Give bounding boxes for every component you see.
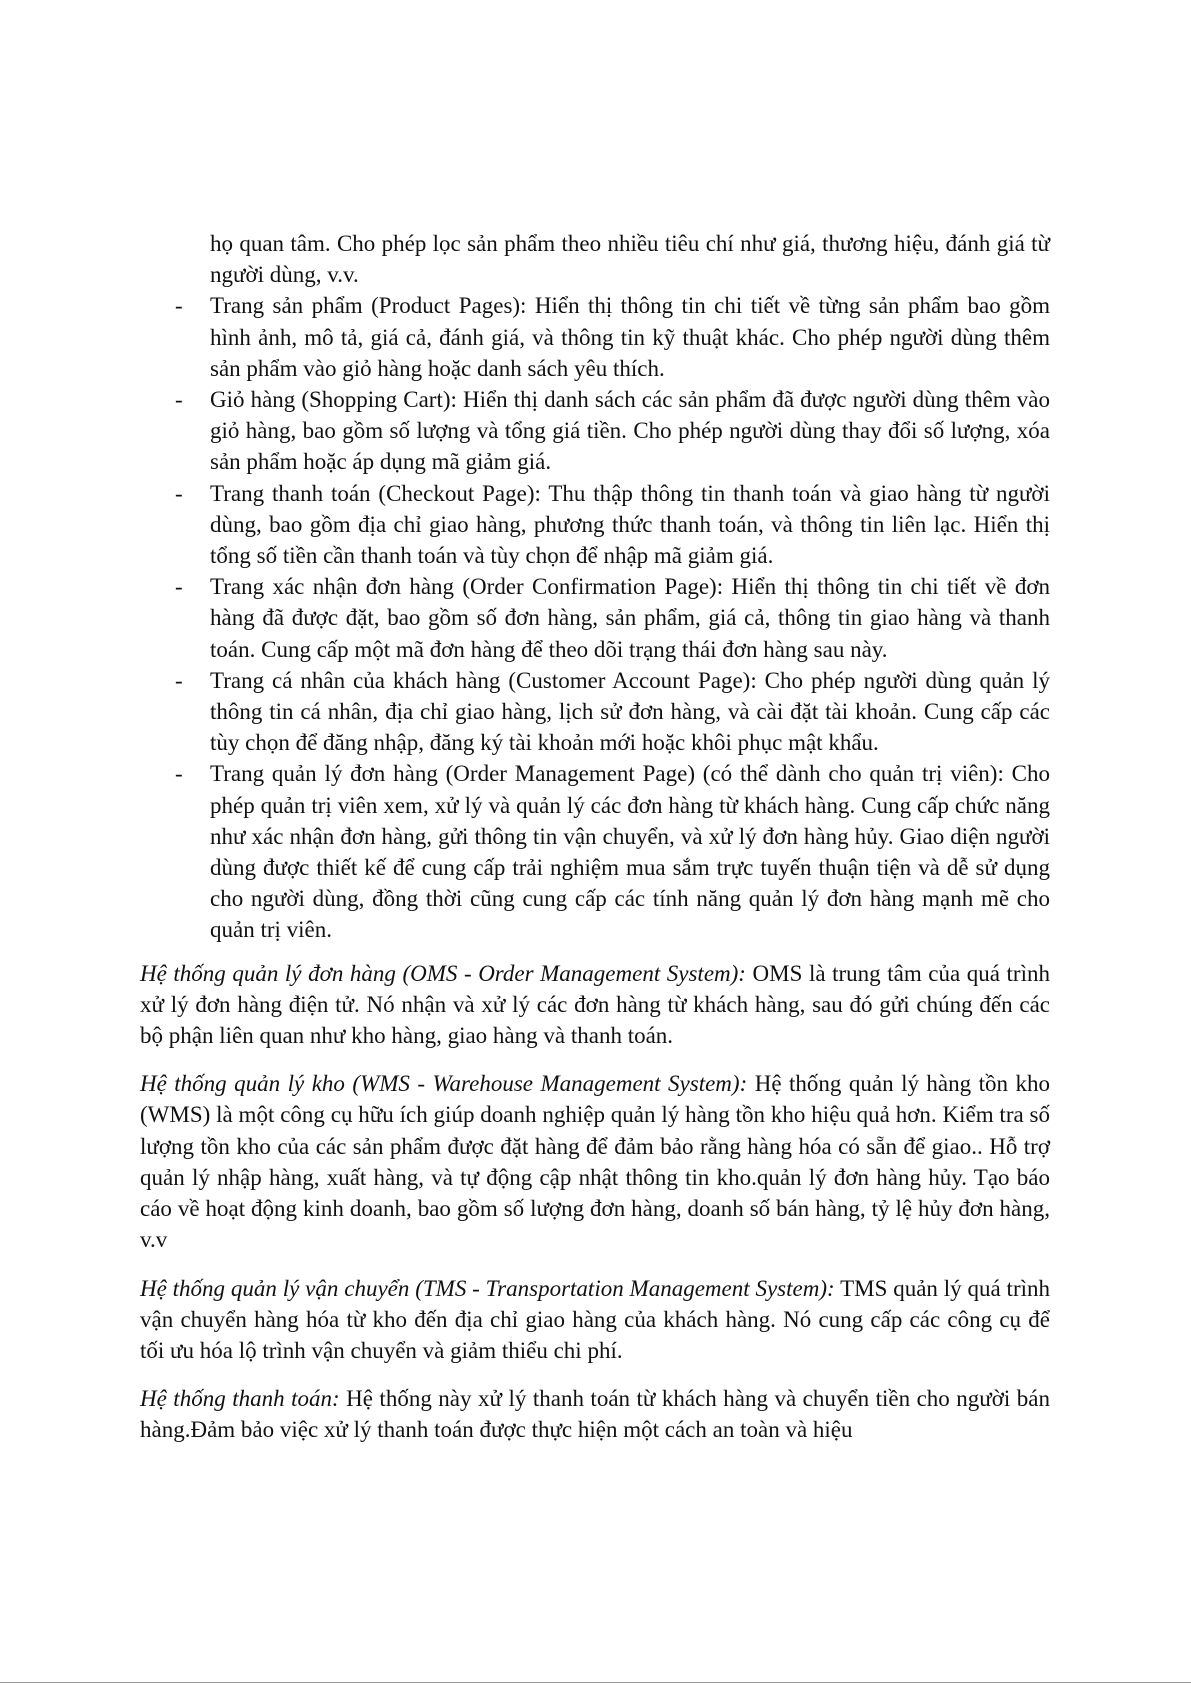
- section-text: TMS quản lý quá trình vận chuyển hàng hóa từ kho đến địa chỉ giao hàng của khách hàng. Nó cung cấp các công cụ để tối ưu hóa lộ trình vận chuyển và giảm thiểu chi phí.: [140, 1275, 1050, 1363]
- list-item-text: Trang cá nhân của khách hàng (Customer Account Page): Cho phép người dùng quản lý thông tin cá nhân, địa chỉ giao hàng, lịch sử đơn hàng, và cài đặt tài khoản. Cung cấp các tùy chọn để đăng nhập, đăng ký tài khoản mới hoặc khôi phục mật khẩu.: [210, 667, 1050, 756]
- page-bottom-rule: [0, 1682, 1191, 1683]
- list-item-text: Trang thanh toán (Checkout Page): Thu thập thông tin thanh toán và giao hàng từ người dùng, bao gồm địa chỉ giao hàng, phương thức thanh toán, và thông tin liên lạc. Hiển thị tổng số tiền cần thanh toán và tùy chọn để nhập mã giảm giá.: [210, 480, 1050, 569]
- list-item: [140, 384, 1050, 478]
- section-wms: [140, 1068, 1050, 1255]
- section-tms: [140, 1273, 1050, 1367]
- list-item-text: Trang xác nhận đơn hàng (Order Confirmation Page): Hiển thị thông tin chi tiết về đơn hàng đã được đặt, bao gồm số đơn hàng, sản phẩm, giá cả, thông tin giao hàng và thanh toán. Cung cấp một mã đơn hàng để theo dõi trạng thái đơn hàng sau này.: [210, 574, 1050, 662]
- section-text: OMS là trung tâm của quá trình xử lý đơn hàng điện tử. Nó nhận và xử lý các đơn hàng từ khách hàng, sau đó gửi chúng đến các bộ phận liên quan như kho hàng, giao hàng và thanh toán.: [140, 960, 1050, 1049]
- list-item-text: Trang sản phẩm (Product Pages): Hiển thị thông tin chi tiết về từng sản phẩm bao gồm hình ảnh, mô tả, giá cả, đánh giá, và thông tin kỹ thuật khác. Cho phép người dùng thêm sản phẩm vào giỏ hàng hoặc danh sách yêu thích.: [210, 293, 1050, 381]
- bullet-dash: -: [175, 387, 183, 413]
- document-page: [140, 228, 1050, 1446]
- section-oms: [140, 958, 1050, 1052]
- section-term: Hệ thống quản lý kho (WMS - Warehouse Management System):: [140, 1071, 748, 1097]
- list-item: [140, 478, 1050, 572]
- list-item: [140, 290, 1050, 384]
- bullet-dash: -: [175, 574, 183, 600]
- section-term: Hệ thống thanh toán:: [140, 1386, 340, 1412]
- section-term: Hệ thống quản lý đơn hàng (OMS - Order Management System):: [140, 960, 746, 986]
- list-item: [140, 571, 1050, 665]
- section-term: Hệ thống quản lý vận chuyển (TMS - Transportation Management System):: [140, 1275, 835, 1301]
- section-text: Hệ thống này xử lý thanh toán từ khách hàng và chuyển tiền cho người bán hàng.Đảm bảo việc xử lý thanh toán được thực hiện một cách an toàn và hiệu: [140, 1386, 1050, 1443]
- bullet-dash: -: [175, 667, 183, 693]
- bullet-dash: -: [175, 761, 183, 787]
- list-item-text: Giỏ hàng (Shopping Cart): Hiển thị danh sách các sản phẩm đã được người dùng thêm vào giỏ hàng, bao gồm số lượng và tổng giá tiền. Cho phép người dùng thay đổi số lượng, xóa sản phẩm hoặc áp dụng mã giảm giá.: [210, 387, 1050, 475]
- bullet-dash: -: [175, 480, 183, 506]
- section-text: Hệ thống quản lý hàng tồn kho (WMS) là một công cụ hữu ích giúp doanh nghiệp quản lý hàng tồn kho hiệu quả hơn. Kiểm tra số lượng tồn kho của các sản phẩm được đặt hàng để đảm bảo rằng hàng hóa có sẵn để giao.. Hỗ trợ quản lý nhập hàng, xuất hàng, và tự động cập nhật thông tin kho.quản lý đơn hàng hủy. Tạo báo cáo về hoạt động kinh doanh, bao gồm số lượng đơn hàng, doanh số bán hàng, tỷ lệ hủy đơn hàng, v.v: [140, 1071, 1050, 1253]
- feature-list: [140, 290, 1050, 945]
- intro-paragraph: họ quan tâm. Cho phép lọc sản phẩm theo nhiều tiêu chí như giá, thương hiệu, đánh giá từ người dùng, v.v.: [210, 231, 1050, 288]
- list-item-text: Trang quản lý đơn hàng (Order Management Page) (có thể dành cho quản trị viên): Cho phép quản trị viên xem, xử lý và quản lý các đơn hàng từ khách hàng. Cung cấp chức năng như xác nhận đơn hàng, gửi thông tin vận chuyển, và xử lý đơn hàng hủy. Giao diện người dùng được thiết kế để cung cấp trải nghiệm mua sắm trực tuyến thuận tiện và dễ sử dụng cho người dùng, đồng thời cũng cung cấp các tính năng quản lý đơn hàng mạnh mẽ cho quản trị viên.: [210, 761, 1050, 943]
- list-item: [140, 665, 1050, 759]
- bullet-dash: -: [175, 293, 183, 319]
- section-payment: [140, 1383, 1050, 1445]
- list-item: [140, 758, 1050, 945]
